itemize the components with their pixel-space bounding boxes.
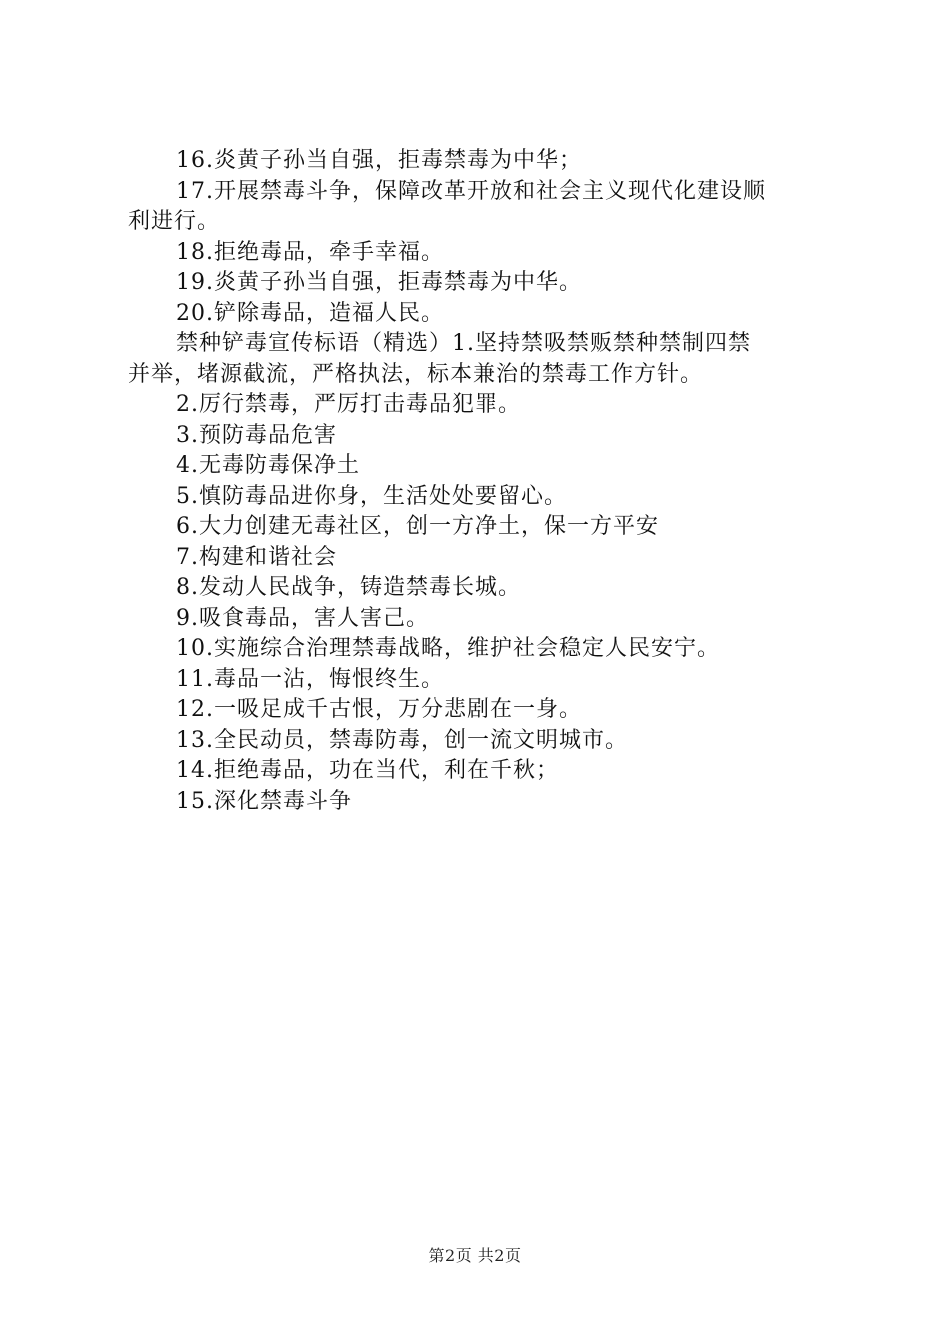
slogan-line: 4.无毒防毒保净土 bbox=[176, 453, 360, 478]
slogan-line: 12.一吸足成千古恨，万分悲剧在一身。 bbox=[176, 697, 582, 722]
slogan-line: 13.全民动员，禁毒防毒，创一流文明城市。 bbox=[176, 727, 628, 753]
page-number-footer: 第2页 共2页 bbox=[428, 1246, 522, 1265]
slogan-line: 15.深化禁毒斗争 bbox=[176, 788, 352, 814]
slogan-line: 18.拒绝毒品，牵手幸福。 bbox=[176, 239, 444, 265]
slogan-line: 5.慎防毒品进你身，生活处处要留心。 bbox=[176, 483, 567, 509]
slogan-line: 2.厉行禁毒，严厉打击毒品犯罪。 bbox=[176, 392, 521, 417]
slogan-line: 17.开展禁毒斗争，保障改革开放和社会主义现代化建设顺 bbox=[176, 178, 766, 204]
slogan-line: 16.炎黄子孙当自强，拒毒禁毒为中华； bbox=[176, 148, 582, 173]
slogan-line: 8.发动人民战争，铸造禁毒长城。 bbox=[176, 575, 521, 600]
slogan-line-continuation: 并举，堵源截流，严格执法，标本兼治的禁毒工作方针。 bbox=[128, 361, 704, 387]
slogan-line: 7.构建和谐社会 bbox=[176, 544, 337, 570]
document-body bbox=[128, 146, 838, 817]
slogan-line: 6.大力创建无毒社区，创一方净土，保一方平安 bbox=[176, 514, 659, 539]
slogan-line: 10.实施综合治理禁毒战略，维护社会稳定人民安宁。 bbox=[176, 636, 720, 661]
slogan-line: 9.吸食毒品，害人害己。 bbox=[176, 605, 429, 631]
section-heading-line: 禁种铲毒宣传标语（精选）1.坚持禁吸禁贩禁种禁制四禁 bbox=[176, 331, 751, 356]
slogan-line: 11.毒品一沾，悔恨终生。 bbox=[176, 666, 444, 692]
slogan-line: 20.铲除毒品，造福人民。 bbox=[176, 300, 444, 326]
slogan-line: 19.炎黄子孙当自强，拒毒禁毒为中华。 bbox=[176, 270, 582, 295]
slogan-line: 14.拒绝毒品，功在当代，利在千秋； bbox=[176, 758, 559, 783]
slogan-line: 3.预防毒品危害 bbox=[176, 422, 337, 448]
slogan-line-continuation: 利进行。 bbox=[128, 209, 221, 234]
